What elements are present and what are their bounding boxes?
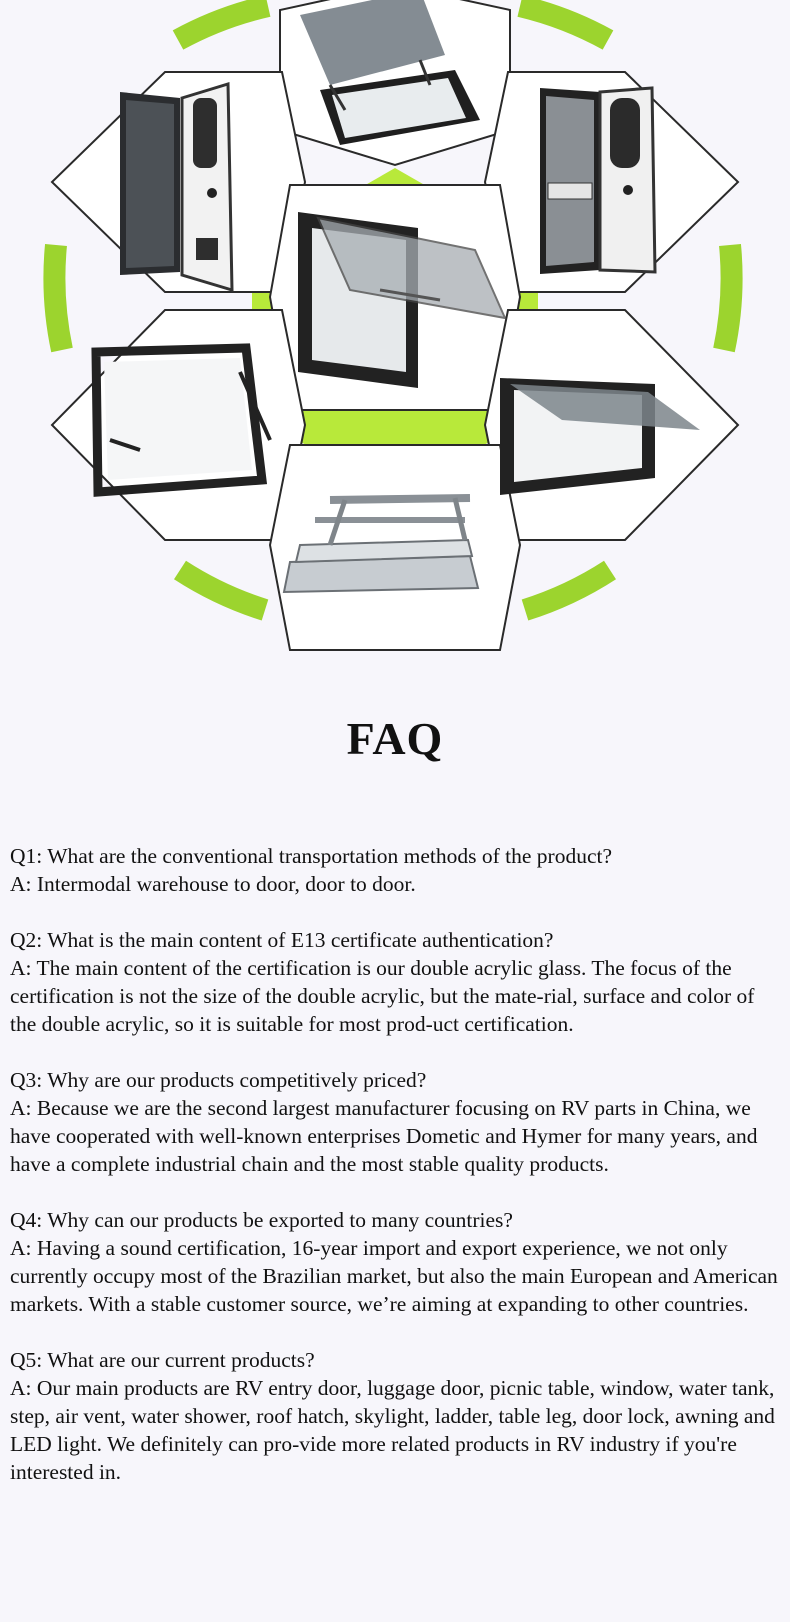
faq-question: Q2: What is the main content of E13 certificate authentication? <box>10 928 554 952</box>
faq-list <box>10 842 780 1514</box>
entry-door-right-image <box>540 88 655 274</box>
product-hexagon-collage <box>0 0 790 690</box>
faq-item <box>10 926 780 1038</box>
faq-answer: A: Intermodal warehouse to door, door to door. <box>10 872 416 896</box>
faq-question: Q1: What are the conventional transportation methods of the product? <box>10 844 613 868</box>
faq-answer: A: Our main products are RV entry door, luggage door, picnic table, window, water tank, step, air vent, water shower, roof hatch, skylight, ladder, table leg, door lock, awning and LED light. We definitely can pro-vide more related products in RV industry if you're interested in. <box>10 1376 775 1484</box>
faq-title: FAQ <box>346 713 444 764</box>
faq-item <box>10 1066 780 1178</box>
entry-door-left-image <box>120 84 232 290</box>
faq-answer: A: Having a sound certification, 16-year import and export experience, we not only currently occupy most of the Brazilian market, but also the main European and American markets. With a stable customer source, we’re aiming at expanding to other countries. <box>10 1236 778 1316</box>
faq-question: Q4: Why can our products be exported to many countries? <box>10 1208 513 1232</box>
faq-answer: A: The main content of the certification is our double acrylic glass. The focus of the certification is not the size of the double acrylic, but the mate-rial, surface and color of the double acrylic, so it is suitable for most prod-uct certification. <box>10 956 755 1036</box>
faq-item <box>10 1206 780 1318</box>
faq-item <box>10 1346 780 1486</box>
faq-item <box>10 842 780 898</box>
faq-question: Q5: What are our current products? <box>10 1348 315 1372</box>
faq-question: Q3: Why are our products competitively priced? <box>10 1068 427 1092</box>
faq-answer: A: Because we are the second largest manufacturer focusing on RV parts in China, we have cooperated with well-known enterprises Dometic and Hymer for many years, and have a complete industrial chain and the most stable quality products. <box>10 1096 758 1176</box>
